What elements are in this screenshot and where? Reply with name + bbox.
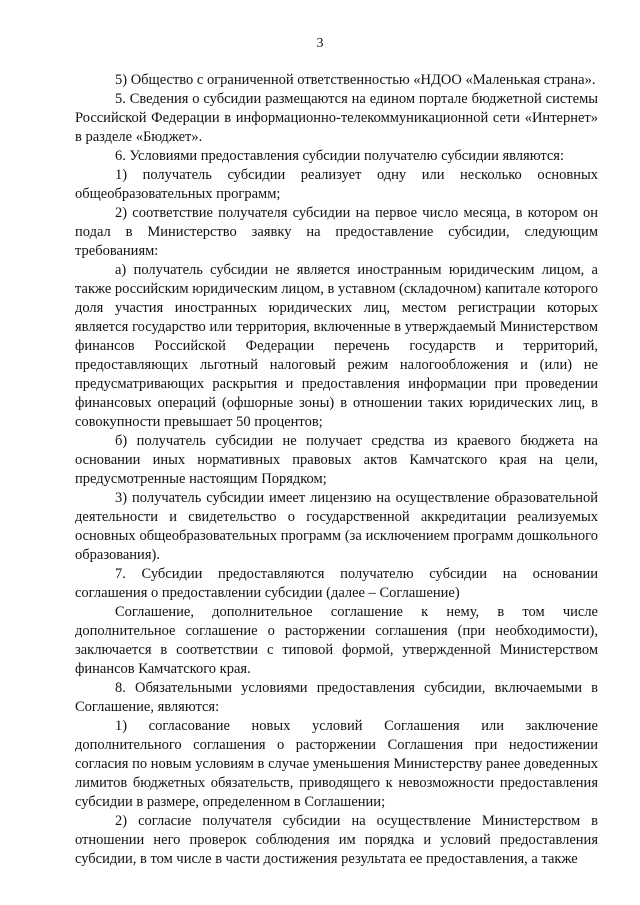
paragraph-mandatory-2: 2) согласие получателя субсидии на осуществление Министерством в отношении него проверок соблюдения им порядка и условий предоставления субсидии, в том числе в части достижения результата ее предоставления, а также — [75, 813, 598, 867]
paragraph-requirement-a: а) получатель субсидии не является иностранным юридическим лицом, а также российским юридическим лицом, в уставном (складочном) капитале которого доля участия иностранных юридических лиц, местом регистрации которых является государство или территория, включенные в утверждаемый Министерством финансов Российской Федерации перечень государств и территорий, предоставляющих льготный налоговый режим налогообложения и (или) не предусматривающих раскрытия и предоставления информации при проведении финансовых операций (офшорные зоны) в отношении таких юридических лиц, в совокупности превышает 50 процентов; — [75, 262, 598, 430]
paragraph-clause-8-mandatory: 8. Обязательными условиями предоставления субсидии, включаемыми в Соглашение, являются: — [75, 680, 598, 715]
paragraph-item-5-ndoo: 5) Общество с ограниченной ответственностью «НДОО «Маленькая страна». — [115, 72, 596, 88]
paragraph-mandatory-1: 1) согласование новых условий Соглашения или заключение дополнительного соглашения о расторжении Соглашения при недостижении согласия по новым условиям в случае уменьшения Министерству ранее доведенных лимитов бюджетных обязательств, приводящего к невозможности предоставления субсидии в размере, определенном в Соглашении; — [75, 718, 598, 810]
paragraph-condition-2: 2) соответствие получателя субсидии на первое число месяца, в котором он подал в Министерство заявку на предоставление субсидии, следующим требованиям: — [75, 205, 598, 259]
document-body — [75, 71, 598, 869]
page-number: 3 — [316, 36, 324, 51]
paragraph-requirement-b: б) получатель субсидии не получает средства из краевого бюджета на основании иных нормативных правовых актов Камчатского края на цели, предусмотренные настоящим Порядком; — [75, 433, 598, 487]
paragraph-clause-5-publication: 5. Сведения о субсидии размещаются на едином портале бюджетной системы Российской Федерации в информационно-телекоммуникационной сети «Интернет» в разделе «Бюджет». — [75, 91, 598, 145]
paragraph-condition-3: 3) получатель субсидии имеет лицензию на осуществление образовательной деятельности и свидетельство о государственной аккредитации реализуемых основных общеобразовательных программ (за исключением программ дошкольного образования). — [75, 490, 598, 563]
paragraph-clause-7-agreement: 7. Субсидии предоставляются получателю субсидии на основании соглашения о предоставлении субсидии (далее – Соглашение) — [75, 566, 598, 601]
paragraph-condition-1: 1) получатель субсидии реализует одну или несколько основных общеобразовательных программ; — [75, 167, 598, 202]
paragraph-agreement-form: Соглашение, дополнительное соглашение к нему, в том числе дополнительное соглашение о расторжении соглашения (при необходимости), заключается в соответствии с типовой формой, утвержденной Министерством финансов Камчатского края. — [75, 604, 598, 677]
paragraph-clause-6-conditions: 6. Условиями предоставления субсидии получателю субсидии являются: — [115, 148, 564, 164]
